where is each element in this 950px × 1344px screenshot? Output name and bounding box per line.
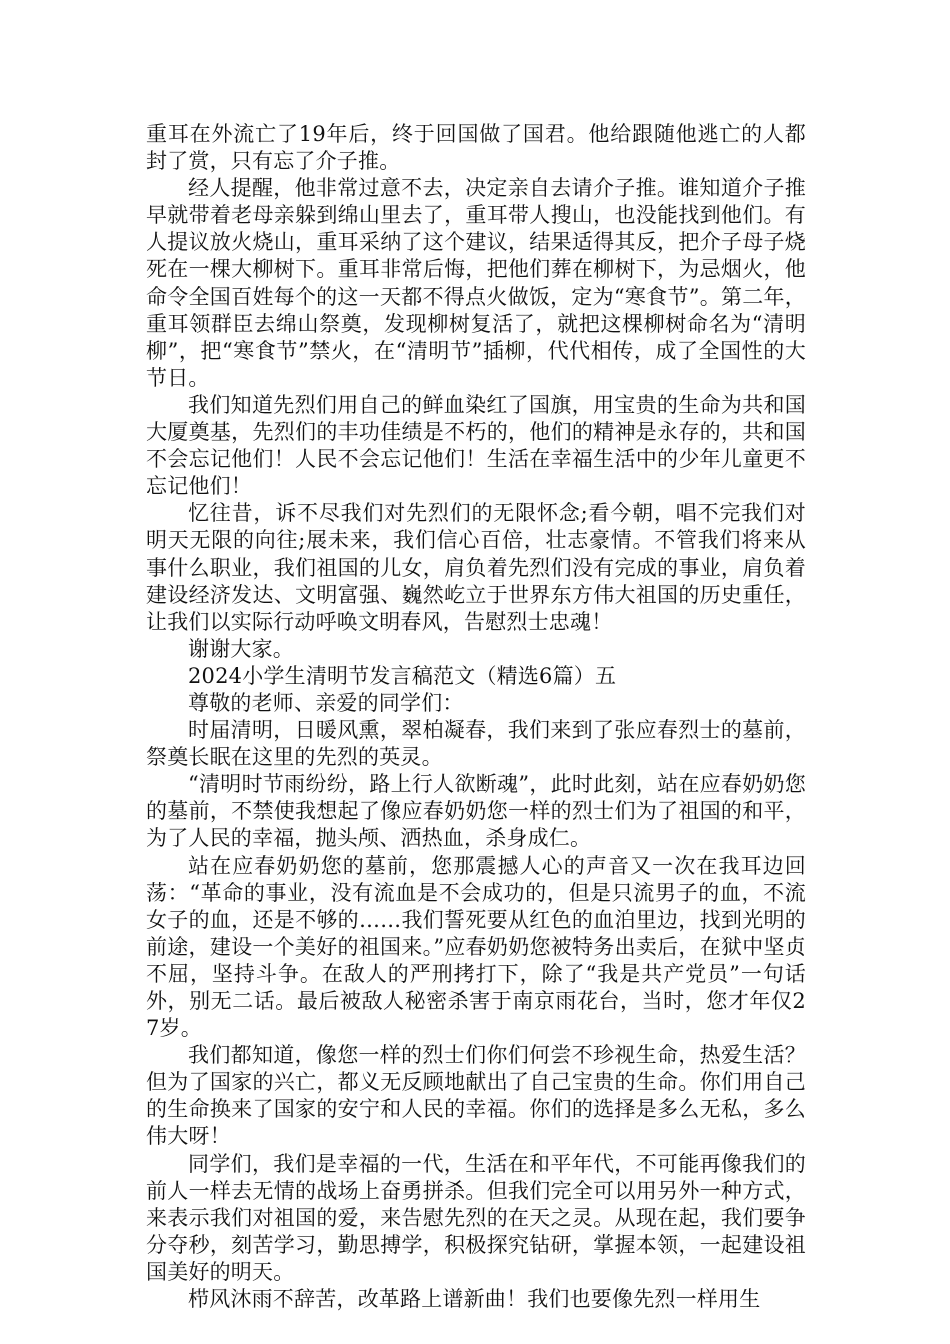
paragraph-3: 我们知道先烈们用自己的鲜血染红了国旗，用宝贵的生命为共和国大厦奠基，先烈们的丰功佳绩是不朽的，他们的精神是永存的，共和国不会忘记他们！人民不会忘记他们！生活在幸福生活中的少年儿童更不忘记他们！ [146, 392, 806, 499]
section-title: 2024小学生清明节发言稿范文（精选6篇）五 [188, 663, 617, 688]
paragraph-8: 我们都知道，像您一样的烈士们你们何尝不珍视生命，热爱生活？但为了国家的兴亡，都义无反顾地献出了自己宝贵的生命。你们用自己的生命换来了国家的安宁和人民的幸福。你们的选择是多么无私，多么伟大呀！ [146, 1043, 806, 1149]
paragraph-10: 栉风沐雨不辞苦，改革路上谱新曲！我们也要像先烈一样用生 [188, 1287, 761, 1312]
paragraph-9: 同学们，我们是幸福的一代，生活在和平年代，不可能再像我们的前人一样去无情的战场上奋勇拼杀。但我们完全可以用另外一种方式，来表示我们对祖国的爱，来告慰先烈的在天之灵。从现在起，我们要争分夺秒，刻苦学习，勤思搏学，积极探究钻研，掌握本领，一起建设祖国美好的明天。 [146, 1151, 806, 1284]
paragraph-1: 重耳在外流亡了19年后，终于回国做了国君。他给跟随他逃亡的人都封了赏，只有忘了介子推。 [146, 122, 806, 174]
paragraph-4: 忆往昔，诉不尽我们对先烈们的无限怀念;看今朝，唱不完我们对明天无限的向往;展未来，我们信心百倍，壮志豪情。不管我们将来从事什么职业，我们祖国的儿女，肩负着先烈们没有完成的事业，肩负着建设经济发达、文明富强、巍然屹立于世界东方伟大祖国的历史重任，让我们以实际行动呼唤文明春风，告慰烈士忠魂！ [146, 501, 806, 634]
paragraph-6: “清明时节雨纷纷，路上行人欲断魂”，此时此刻，站在应春奶奶您的墓前，不禁使我想起了像应春奶奶您一样的烈士们为了祖国的和平，为了人民的幸福，抛头颅、洒热血，杀身成仁。 [146, 772, 806, 851]
document-body [146, 121, 806, 1313]
closing-thanks: 谢谢大家。 [188, 636, 294, 661]
salutation: 尊敬的老师、亲爱的同学们： [188, 690, 464, 715]
paragraph-7: 站在应春奶奶您的墓前，您那震撼人心的声音又一次在我耳边回荡：“革命的事业，没有流血是不会成功的，但是只流男子的血，不流女子的血，还是不够的……我们誓死要从红色的血泊里边，找到光明的前途，建设一个美好的祖国来。”应春奶奶您被特务出卖后，在狱中坚贞不屈，坚持斗争。在敌人的严刑拷打下，除了“我是共产党员”一句话外，别无二话。最后被敌人秘密杀害于南京雨花台，当时，您才年仅27岁。 [146, 853, 806, 1041]
paragraph-2: 经人提醒，他非常过意不去，决定亲自去请介子推。谁知道介子推早就带着老母亲躲到绵山里去了，重耳带人搜山，也没能找到他们。有人提议放火烧山，重耳采纳了这个建议，结果适得其反，把介子母子烧死在一棵大柳树下。重耳非常后悔，把他们葬在柳树下，为忌烟火，他命令全国百姓每个的这一天都不得点火做饭，定为“寒食节”。第二年，重耳领群臣去绵山祭奠，发现柳树复活了，就把这棵柳树命名为“清明柳”，把“寒食节”禁火，在“清明节”插柳，代代相传，成了全国性的大节日。 [146, 176, 806, 390]
paragraph-5: 时届清明，日暖风熏，翠柏凝春，我们来到了张应春烈士的墓前，祭奠长眠在这里的先烈的英灵。 [146, 718, 806, 770]
